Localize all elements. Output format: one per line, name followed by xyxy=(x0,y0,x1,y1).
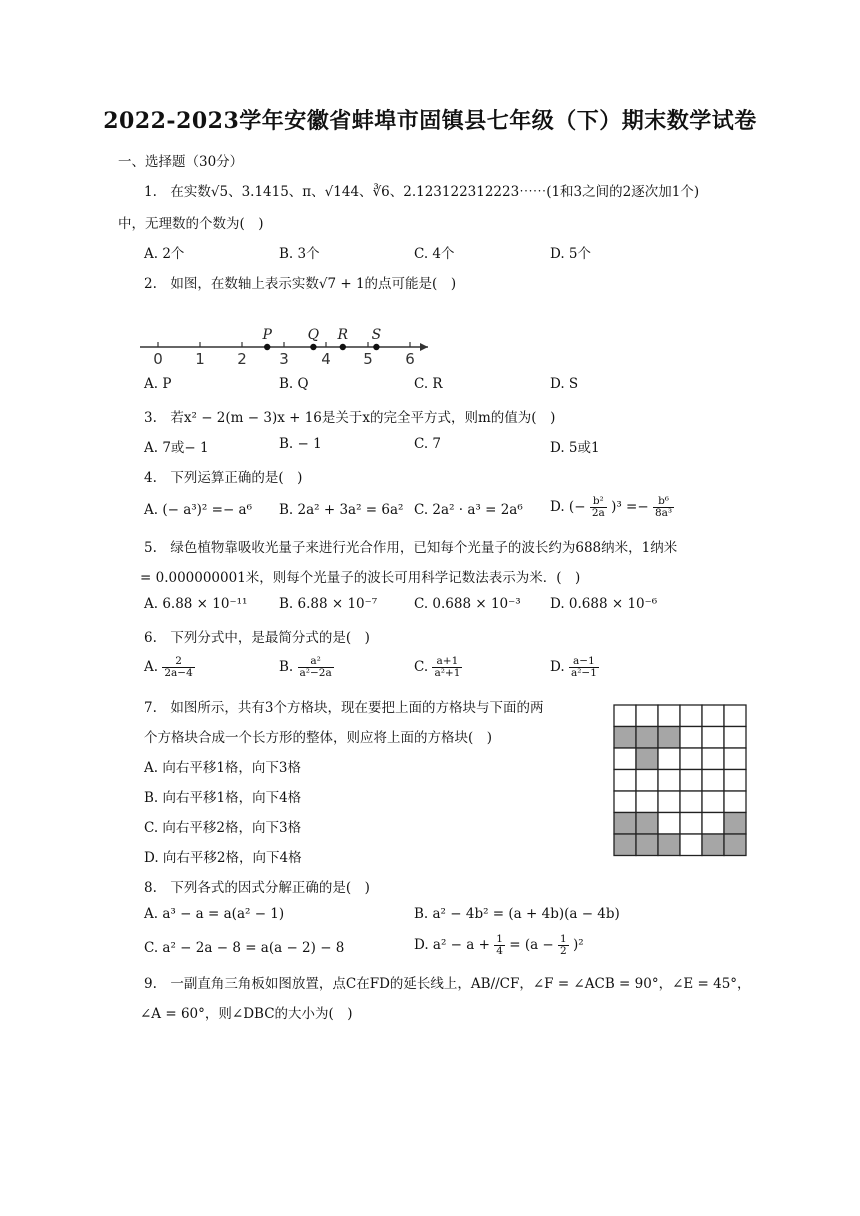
option-fraction xyxy=(298,656,334,679)
point-s xyxy=(373,344,379,350)
q5-option-d: D. 0.688 × 10⁻⁶ xyxy=(550,596,658,612)
q3-option-c: C. 7 xyxy=(414,436,442,452)
point-p xyxy=(264,344,270,350)
fraction-numerator: b² xyxy=(590,496,607,508)
grid-cell xyxy=(680,791,702,813)
q4-option-d xyxy=(550,496,674,519)
section-heading: 一、选择题（30分） xyxy=(118,154,244,170)
grid-cell xyxy=(702,813,724,835)
grid-cell xyxy=(614,791,636,813)
q8-d-start: D. a² − a + xyxy=(414,937,490,953)
q1-option-a: A. 2个 xyxy=(144,246,185,262)
q4-d-middle: )³ =− xyxy=(611,499,649,515)
grid-cell xyxy=(658,791,680,813)
q6-option-b xyxy=(279,656,334,679)
point-label: S xyxy=(371,327,382,343)
point-r xyxy=(340,344,346,350)
grid-cell xyxy=(702,705,724,727)
q8-d-fraction-1 xyxy=(494,934,505,957)
grid-cell-shaded xyxy=(636,748,658,770)
fraction-denominator: a²−2a xyxy=(299,667,332,679)
grid-cell-shaded xyxy=(614,834,636,856)
q4-option-a: A. (− a³)² =− a⁶ xyxy=(144,502,253,518)
q8-d-middle: = (a − xyxy=(509,937,554,953)
q2-option-c: C. R xyxy=(414,376,443,392)
q2-option-b: B. Q xyxy=(279,376,309,392)
q1-option-c: C. 4个 xyxy=(414,246,455,262)
fraction-numerator: a−1 xyxy=(569,656,599,668)
q1-option-d: D. 5个 xyxy=(550,246,592,262)
tick-label: 4 xyxy=(321,350,331,368)
question-8: 8. 下列各式的因式分解正确的是( ) xyxy=(144,880,370,896)
option-label: D. xyxy=(550,659,565,675)
grid-cell xyxy=(658,770,680,792)
q7-option-a: A. 向右平移1格，向下3格 xyxy=(144,760,302,776)
grid-cell-shaded xyxy=(724,834,746,856)
q5-option-a: A. 6.88 × 10⁻¹¹ xyxy=(144,596,248,612)
grid-cell xyxy=(658,748,680,770)
fraction-numerator: 2 xyxy=(162,656,194,668)
question-9: 9. 一副直角三角板如图放置，点C在FD的延长线上，AB//CF，∠F = ∠ACB = 90°，∠E = 45°， xyxy=(144,976,751,992)
option-label: B. xyxy=(279,659,294,675)
question-4: 4. 下列运算正确的是( ) xyxy=(144,470,303,486)
grid-cell xyxy=(658,705,680,727)
option-fraction xyxy=(569,656,599,679)
point-label: P xyxy=(262,327,272,343)
grid-cell-shaded xyxy=(614,727,636,749)
tick-label: 1 xyxy=(195,350,205,368)
fraction-numerator: b⁶ xyxy=(653,496,674,508)
grid-cell-shaded xyxy=(636,834,658,856)
q8-option-b: B. a² − 4b² = (a + 4b)(a − 4b) xyxy=(414,906,620,922)
option-label: A. xyxy=(144,659,159,675)
q6-option-c xyxy=(414,656,462,679)
question-1: 1. 在实数√5、3.1415、π、√144、∛6、2.123122312223⋯⋯(1和3之间的2逐次加1个) xyxy=(144,184,700,200)
tick-label: 5 xyxy=(363,350,373,368)
grid-cell xyxy=(614,705,636,727)
q7-option-c: C. 向右平移2格，向下3格 xyxy=(144,820,302,836)
q4-option-b: B. 2a² + 3a² = 6a² xyxy=(279,502,404,518)
q3-option-b: B. − 1 xyxy=(279,436,322,452)
q4-d-fraction-2 xyxy=(653,496,674,519)
q8-option-d xyxy=(414,934,584,957)
question-5: 5. 绿色植物靠吸收光量子来进行光合作用，已知每个光量子的波长约为688纳米，1纳米 xyxy=(144,540,678,556)
question-1-cont: 中，无理数的个数为( ) xyxy=(118,216,264,232)
fraction-numerator: 1 xyxy=(496,933,503,945)
point-q xyxy=(310,344,316,350)
q5-option-b: B. 6.88 × 10⁻⁷ xyxy=(279,596,378,612)
grid-cell-shaded xyxy=(702,834,724,856)
fraction-numerator: a² xyxy=(298,656,334,668)
fraction-denominator: a²+1 xyxy=(434,667,461,679)
grid-cell xyxy=(702,727,724,749)
grid-cell-shaded xyxy=(614,813,636,835)
option-label: C. xyxy=(414,659,429,675)
q7-option-d: D. 向右平移2格，向下4格 xyxy=(144,850,302,866)
grid-cell xyxy=(658,813,680,835)
fraction-denominator: 2a xyxy=(591,507,605,519)
tick-label: 0 xyxy=(153,350,163,368)
grid-cell xyxy=(680,748,702,770)
option-fraction xyxy=(432,656,462,679)
grid-cell xyxy=(724,748,746,770)
q3-option-d: D. 5或1 xyxy=(550,440,600,456)
grid-cell-shaded xyxy=(658,727,680,749)
question-2: 2. 如图，在数轴上表示实数√7 + 1的点可能是( ) xyxy=(144,276,457,292)
q8-d-fraction-2 xyxy=(558,934,569,957)
question-7: 7. 如图所示，共有3个方格块，现在要把上面的方格块与下面的两 xyxy=(144,700,544,716)
q6-option-d xyxy=(550,656,599,679)
fraction-denominator: a²−1 xyxy=(570,667,597,679)
q4-option-c: C. 2a² · a³ = 2a⁶ xyxy=(414,502,523,518)
grid-figure xyxy=(613,704,749,858)
grid-cell xyxy=(680,834,702,856)
point-label: Q xyxy=(307,327,320,343)
grid-cell-shaded xyxy=(724,813,746,835)
fraction-denominator: 8a³ xyxy=(654,507,673,519)
grid-cell xyxy=(702,770,724,792)
q2-option-d: D. S xyxy=(550,376,579,392)
grid-cell xyxy=(614,770,636,792)
question-6: 6. 下列分式中，是最简分式的是( ) xyxy=(144,630,370,646)
grid-cell xyxy=(680,813,702,835)
question-3: 3. 若x² − 2(m − 3)x + 16是关于x的完全平方式，则m的值为( ) xyxy=(144,410,556,426)
grid-cell xyxy=(636,705,658,727)
tick-label: 6 xyxy=(405,350,415,368)
grid-cell xyxy=(724,770,746,792)
q2-option-a: A. P xyxy=(144,376,172,392)
q1-option-b: B. 3个 xyxy=(279,246,320,262)
tick-label: 3 xyxy=(279,350,289,368)
q6-option-a xyxy=(144,656,195,679)
exam-title: 2022-2023学年安徽省蚌埠市固镇县七年级（下）期末数学试卷 xyxy=(103,108,757,134)
tick-label: 2 xyxy=(237,350,247,368)
fraction-denominator: 2 xyxy=(560,945,567,957)
grid-cell xyxy=(702,791,724,813)
q7-option-b: B. 向右平移1格，向下4格 xyxy=(144,790,302,806)
grid-cell xyxy=(636,770,658,792)
grid-cell xyxy=(702,748,724,770)
axis-arrow xyxy=(420,343,428,351)
grid-cell-shaded xyxy=(658,834,680,856)
q8-option-a: A. a³ − a = a(a² − 1) xyxy=(144,906,285,922)
grid-cell xyxy=(680,727,702,749)
q3-option-a: A. 7或− 1 xyxy=(144,440,209,456)
grid-cell xyxy=(724,727,746,749)
fraction-numerator: a+1 xyxy=(432,656,462,668)
grid-cell xyxy=(724,791,746,813)
fraction-denominator: 4 xyxy=(496,945,503,957)
q5-option-c: C. 0.688 × 10⁻³ xyxy=(414,596,521,612)
grid-cell-shaded xyxy=(636,813,658,835)
q8-d-end: )² xyxy=(573,937,584,953)
grid-cell xyxy=(614,748,636,770)
number-line-figure xyxy=(136,318,436,370)
grid-cell xyxy=(636,791,658,813)
grid-cell xyxy=(680,705,702,727)
grid-cell xyxy=(680,770,702,792)
fraction-numerator: 1 xyxy=(560,933,567,945)
q4-d-fraction-1 xyxy=(590,496,607,519)
point-label: R xyxy=(337,327,349,343)
question-5-cont: = 0.000000001米，则每个光量子的波长可用科学记数法表示为米．( ) xyxy=(140,570,581,586)
fraction-denominator: 2a−4 xyxy=(164,667,193,679)
q4-d-start: D. (− xyxy=(550,499,586,515)
q8-option-c: C. a² − 2a − 8 = a(a − 2) − 8 xyxy=(144,940,345,956)
grid-cell-shaded xyxy=(636,727,658,749)
question-9-cont: ∠A = 60°，则∠DBC的大小为( ) xyxy=(140,1006,353,1022)
grid-cell xyxy=(724,705,746,727)
option-fraction xyxy=(162,656,194,679)
question-7-cont: 个方格块合成一个长方形的整体，则应将上面的方格块( ) xyxy=(144,730,493,746)
